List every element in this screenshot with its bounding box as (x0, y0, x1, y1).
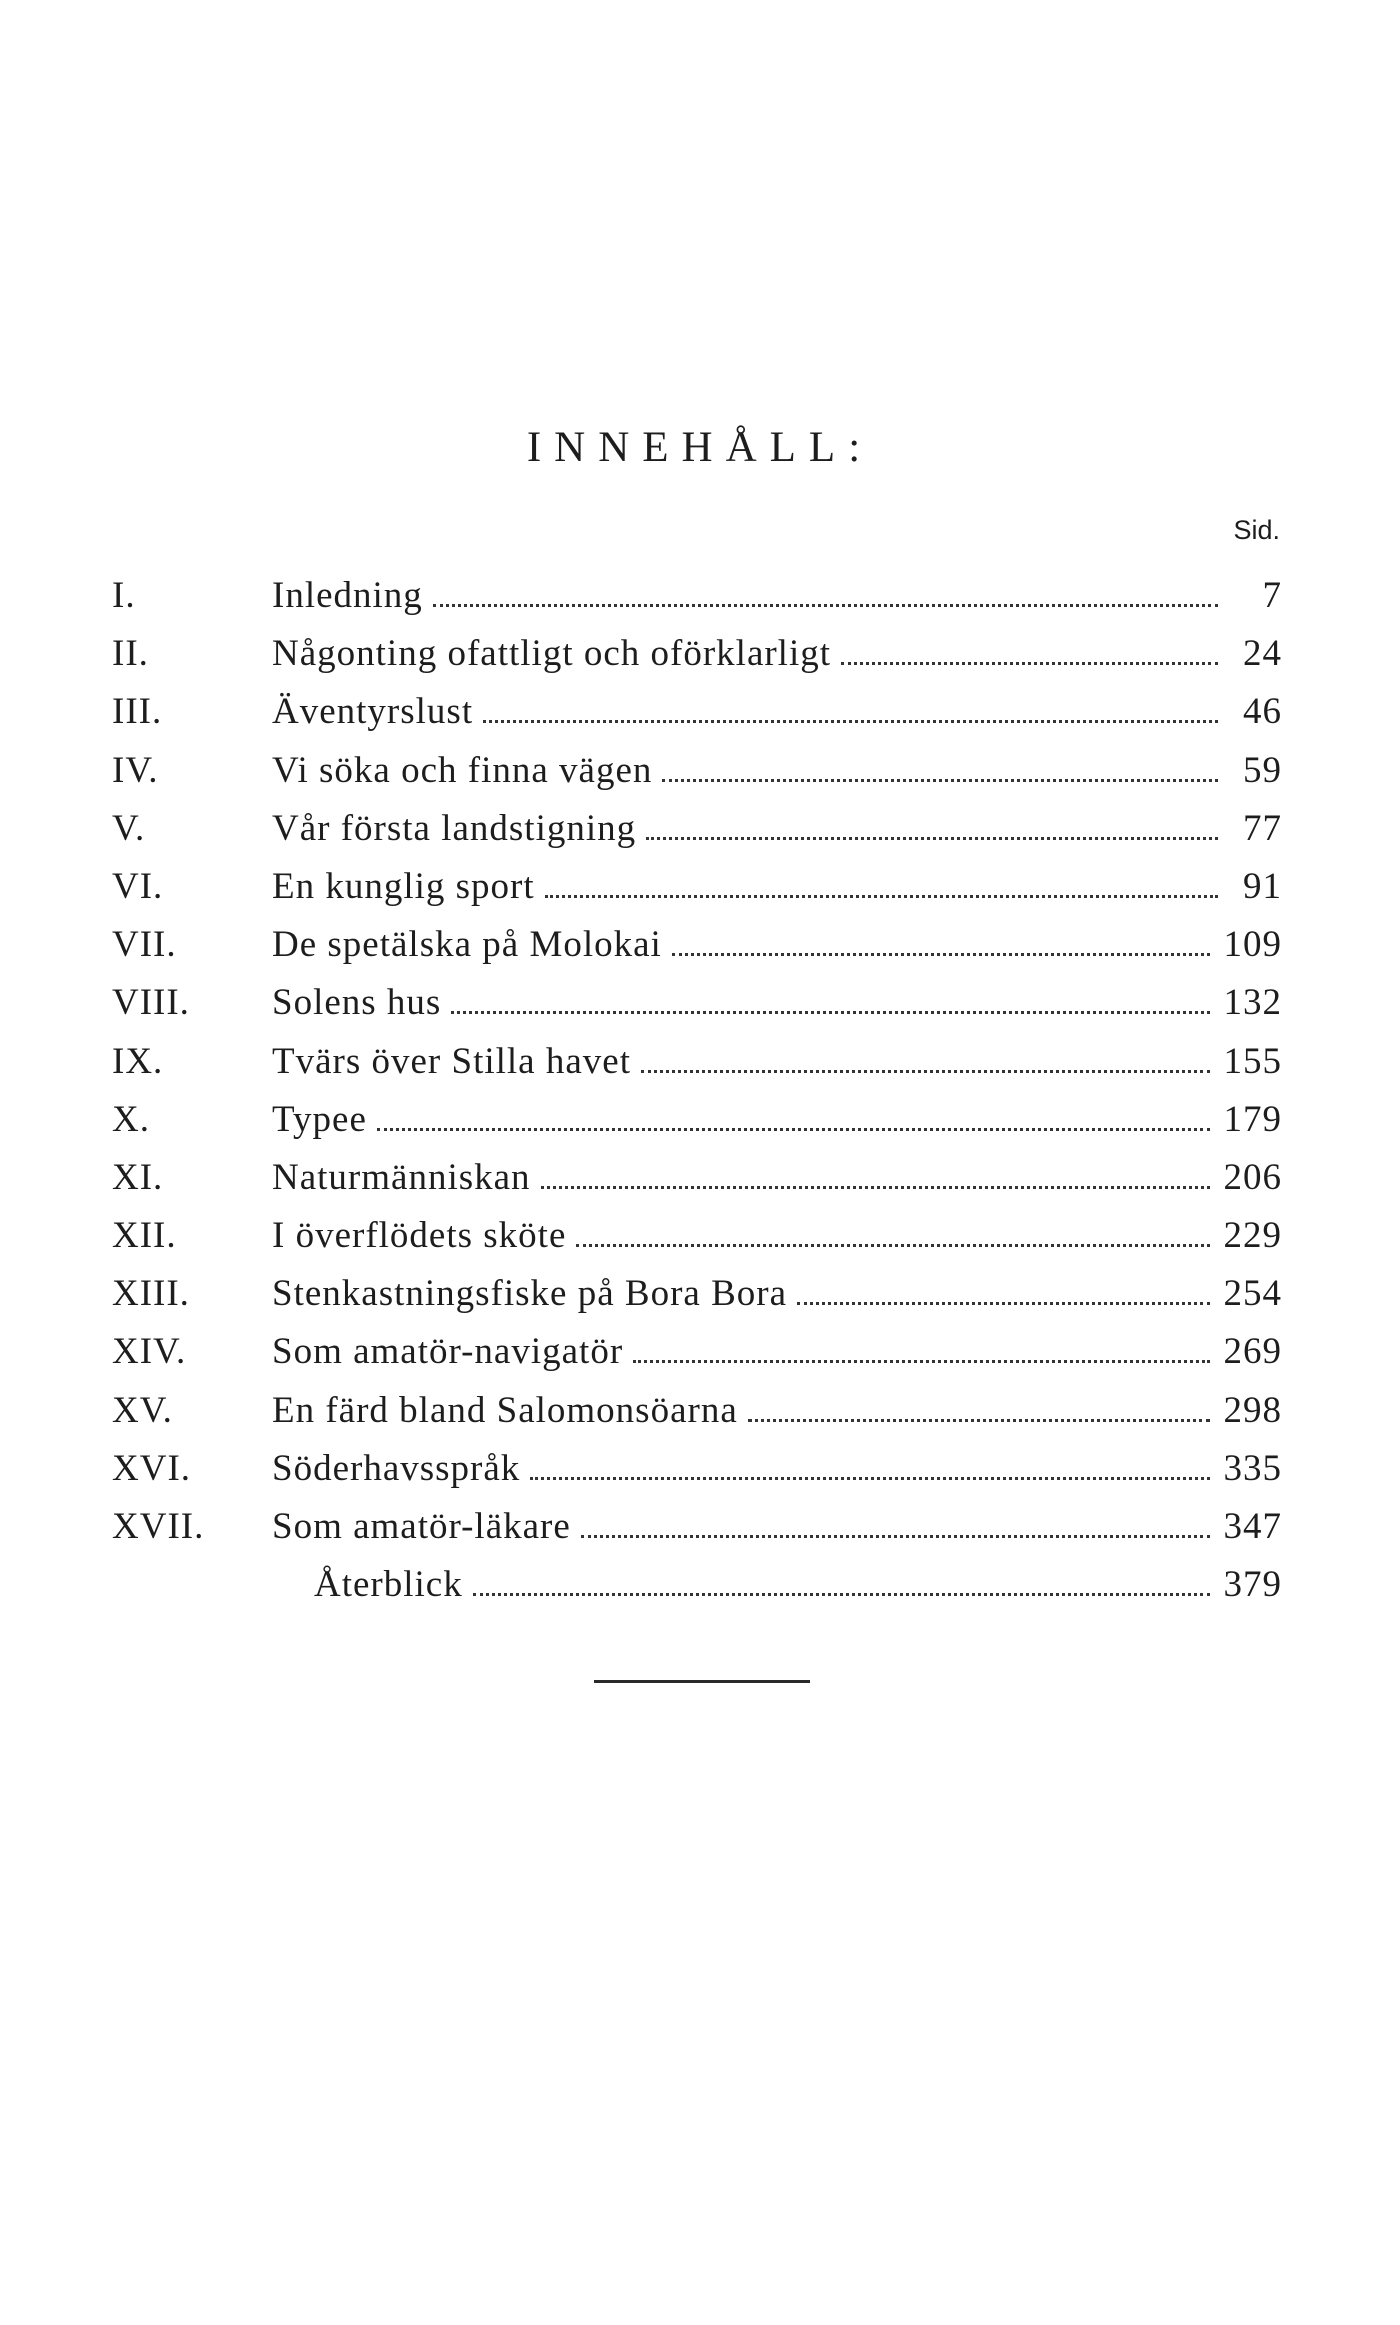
toc-entry-16 (112, 1440, 1282, 1498)
page-number: 77 (1243, 807, 1282, 849)
page-number: 59 (1243, 749, 1282, 791)
chapter-numeral: IV. (112, 749, 159, 791)
toc-entry-11 (112, 1149, 1282, 1207)
chapter-title: Vi söka och finna vägen (272, 749, 653, 791)
toc-entry-5 (112, 800, 1282, 858)
page-number: 132 (1223, 982, 1282, 1024)
chapter-title: Solens hus (272, 982, 442, 1024)
dot-leader (377, 1128, 1210, 1131)
page-number: 347 (1223, 1506, 1282, 1547)
toc-entry-17 (112, 1498, 1282, 1556)
chapter-numeral: III. (112, 691, 163, 733)
chapter-numeral: VIII. (112, 982, 190, 1024)
page-number: 46 (1243, 691, 1282, 733)
page-number: 379 (1223, 1564, 1282, 1606)
page-number: 298 (1223, 1389, 1282, 1431)
toc-entry-15 (112, 1382, 1282, 1440)
chapter-numeral: X. (112, 1098, 150, 1140)
dot-leader (748, 1419, 1210, 1422)
dot-leader (646, 837, 1218, 840)
dot-leader (576, 1244, 1209, 1247)
chapter-numeral: XI. (112, 1156, 164, 1198)
page-number: 155 (1223, 1040, 1282, 1082)
toc-entry-3 (112, 683, 1282, 741)
chapter-title: Som amatör-läkare (272, 1506, 571, 1547)
table-of-contents (112, 567, 1282, 1614)
chapter-numeral: IX. (112, 1040, 164, 1082)
page-number: 269 (1223, 1331, 1282, 1373)
dot-leader (633, 1360, 1209, 1363)
page-number: 335 (1223, 1447, 1282, 1489)
toc-entry-epilogue (112, 1556, 1282, 1614)
toc-entry-13 (112, 1265, 1282, 1323)
dot-leader (541, 1186, 1210, 1189)
page-column-label: Sid. (1233, 515, 1280, 545)
chapter-title: Någonting ofattligt och oförklarligt (272, 633, 832, 675)
dot-leader (841, 662, 1218, 665)
toc-entry-1 (112, 567, 1282, 625)
dot-leader (545, 895, 1218, 898)
dot-leader (581, 1535, 1210, 1538)
dot-leader (433, 604, 1218, 607)
chapter-title: Äventyrslust (272, 691, 474, 733)
dot-leader (530, 1477, 1209, 1480)
chapter-numeral: VII. (112, 924, 177, 966)
chapter-numeral: XIV. (112, 1331, 187, 1373)
toc-entry-8 (112, 974, 1282, 1032)
chapter-numeral: VI. (112, 865, 164, 907)
page-number: 206 (1223, 1156, 1282, 1198)
dot-leader (797, 1302, 1210, 1305)
closing-rule (594, 1680, 810, 1683)
toc-entry-10 (112, 1091, 1282, 1149)
toc-entry-7 (112, 916, 1282, 974)
chapter-numeral: XVI. (112, 1447, 192, 1489)
dot-leader (473, 1593, 1210, 1596)
page-number: 229 (1223, 1215, 1282, 1257)
chapter-title: En kunglig sport (272, 865, 535, 907)
chapter-numeral: XIII. (112, 1273, 190, 1315)
chapter-title: Naturmänniskan (272, 1156, 531, 1198)
chapter-numeral: XV. (112, 1389, 173, 1431)
dot-leader (483, 720, 1218, 723)
toc-entry-6 (112, 858, 1282, 916)
page-number: 254 (1223, 1273, 1282, 1315)
chapter-title: Stenkastningsfiske på Bora Bora (272, 1273, 787, 1315)
chapter-title: En färd bland Salomonsöarna (272, 1389, 738, 1431)
page-title: INNEHÅLL: (526, 424, 874, 471)
toc-entry-14 (112, 1323, 1282, 1381)
chapter-title: De spetälska på Molokai (272, 924, 662, 966)
toc-entry-4 (112, 742, 1282, 800)
dot-leader (641, 1070, 1210, 1073)
toc-entry-12 (112, 1207, 1282, 1265)
page-number: 7 (1262, 575, 1282, 616)
chapter-numeral: XVII. (112, 1506, 205, 1547)
page-number: 24 (1243, 633, 1282, 675)
chapter-title: Vår första landstigning (272, 807, 637, 849)
chapter-title: Typee (272, 1098, 367, 1140)
dot-leader (672, 953, 1210, 956)
chapter-numeral: XII. (112, 1215, 177, 1257)
page-number: 179 (1223, 1098, 1282, 1140)
chapter-numeral: V. (112, 807, 146, 849)
chapter-title: Återblick (314, 1564, 463, 1606)
chapter-title: I överflödets sköte (272, 1215, 567, 1257)
toc-entry-2 (112, 625, 1282, 683)
chapter-numeral: I. (112, 575, 136, 616)
chapter-title: Tvärs över Stilla havet (272, 1040, 631, 1082)
page-number: 91 (1243, 865, 1282, 907)
chapter-title: Inledning (272, 575, 423, 616)
toc-entry-9 (112, 1033, 1282, 1091)
dot-leader (451, 1011, 1209, 1014)
dot-leader (662, 779, 1218, 782)
chapter-title: Som amatör-navigatör (272, 1331, 624, 1373)
chapter-title: Söderhavsspråk (272, 1447, 521, 1489)
chapter-numeral: II. (112, 633, 149, 675)
page-number: 109 (1223, 924, 1282, 966)
